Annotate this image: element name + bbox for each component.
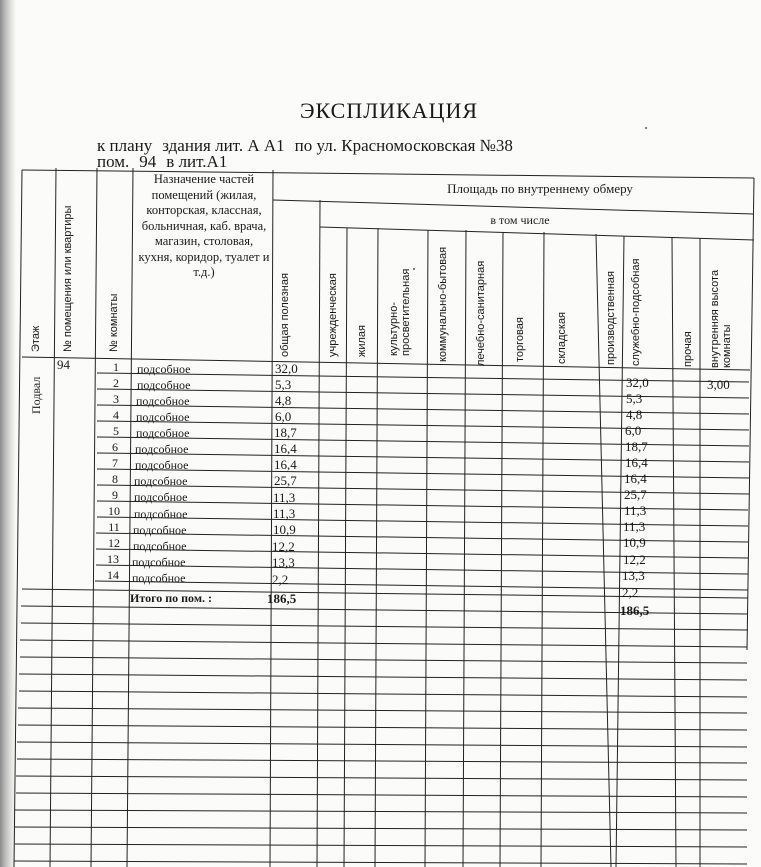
room-purpose: подсобное (135, 442, 189, 456)
header-communal: коммунально-бытовая (437, 246, 449, 362)
total-area-value: 25,7 (274, 473, 297, 488)
room-purpose: подсобное (134, 507, 188, 521)
premises-value: 94 (57, 357, 70, 372)
room-purpose: подсобное (134, 490, 188, 504)
service-area-value: 11,3 (624, 503, 647, 518)
header-floor: Этаж (30, 325, 42, 352)
summary-total-area: 186,5 (267, 591, 297, 606)
room-purpose: подсобное (136, 426, 190, 440)
header-service: служебно-подсобная (630, 258, 642, 366)
service-area-value: 6,0 (625, 423, 642, 438)
floor-value: Подвал (29, 376, 43, 414)
total-area-value: 13,3 (272, 555, 295, 570)
room-purpose: подсобное (134, 474, 188, 488)
header-industrial: производственная (605, 271, 617, 365)
total-area-value: 2,2 (272, 572, 289, 587)
summary-label: Итого по пом. : (130, 591, 212, 605)
premises-number: 94 (139, 152, 157, 171)
header-institutional: учрежденческая (327, 273, 339, 357)
room-purpose: подсобное (133, 523, 187, 537)
total-area-value: 32,0 (275, 361, 298, 376)
header-total-useful: общая полезная (279, 273, 291, 357)
room-purpose: подсобное (133, 539, 187, 553)
room-number: 6 (112, 440, 118, 454)
header-purpose: Назначение частей помещений (жилая, конторская, классная, больничная, каб. врача, магазин, столовая, кухня, коридор, туалет и т.д.) (138, 172, 270, 279)
service-area-value: 32,0 (626, 375, 649, 390)
total-area-value: 16,4 (274, 457, 297, 472)
premises-building: в лит.А1 (166, 152, 228, 171)
room-number: 7 (112, 456, 118, 470)
total-area-value: 16,4 (274, 441, 297, 456)
building-letters: здания лит. А А1 (162, 136, 285, 155)
total-area-value: 11,3 (273, 490, 296, 505)
room-purpose: подсобное (135, 458, 189, 472)
street-address: по ул. Красномосковская №38 (294, 136, 513, 155)
room-purpose: подсобное (137, 378, 191, 392)
service-area-value: 16,4 (625, 455, 648, 470)
service-area-value: 16,4 (624, 471, 647, 486)
service-area-value: 25,7 (624, 487, 647, 502)
service-area-value: 18,7 (625, 439, 648, 454)
document-title: ЭКСПЛИКАЦИЯ (300, 98, 479, 123)
room-purpose: подсобное (136, 410, 190, 424)
service-area-value: 10,9 (623, 535, 646, 550)
room-number: 1 (113, 360, 119, 374)
room-number: 2 (113, 376, 119, 390)
header-cultural: культурно-просветительная (388, 268, 412, 356)
room-number: 12 (108, 536, 120, 550)
room-number: 3 (113, 392, 119, 406)
scan-speck (413, 268, 415, 270)
room-number: 5 (113, 424, 119, 438)
premises-prefix: пом. (97, 152, 130, 171)
inner-height-value: 3,00 (707, 377, 730, 392)
header-premises-no: № помещения или квартиры (62, 205, 74, 352)
room-purpose: подсобное (136, 394, 190, 408)
total-area-value: 12,2 (272, 539, 295, 554)
room-number: 10 (108, 504, 120, 518)
header-including: в том числе (490, 213, 550, 227)
room-number: 9 (112, 488, 118, 502)
header-inner-height: внутренняя высота комнаты (709, 269, 733, 368)
header-trade: торговая (514, 317, 526, 362)
header-residential: жилая (356, 325, 368, 357)
scan-speck (645, 127, 647, 129)
room-number: 4 (113, 408, 119, 422)
header-medical: лечебно-санитарная (475, 260, 487, 366)
header-area-group: Площадь по внутреннему обмеру (447, 181, 633, 196)
header-other: прочая (682, 331, 694, 367)
service-area-value: 4,8 (626, 407, 643, 422)
room-purpose: подсобное (132, 555, 186, 569)
total-area-value: 5,3 (275, 377, 292, 392)
total-area-value: 6,0 (275, 409, 292, 424)
service-area-value: 12,2 (623, 552, 646, 567)
service-area-value: 11,3 (623, 519, 646, 534)
room-number: 11 (108, 520, 120, 534)
summary-service-area: 186,5 (620, 603, 650, 618)
service-area-value: 5,3 (626, 391, 643, 406)
header-room-no: № комнаты (108, 293, 120, 352)
total-area-value: 11,3 (273, 506, 296, 521)
room-purpose: подсобное (137, 362, 191, 376)
service-area-value: 2,2 (622, 585, 639, 600)
total-area-value: 18,7 (274, 425, 297, 440)
room-number: 13 (107, 552, 119, 566)
plan-prefix: к плану (97, 136, 153, 155)
service-area-value: 13,3 (622, 568, 645, 583)
room-number: 8 (112, 472, 118, 486)
room-number: 14 (107, 568, 119, 582)
total-area-value: 4,8 (275, 393, 292, 408)
header-warehouse: складская (556, 311, 568, 364)
room-purpose: подсобное (132, 571, 186, 585)
total-area-value: 10,9 (273, 522, 296, 537)
